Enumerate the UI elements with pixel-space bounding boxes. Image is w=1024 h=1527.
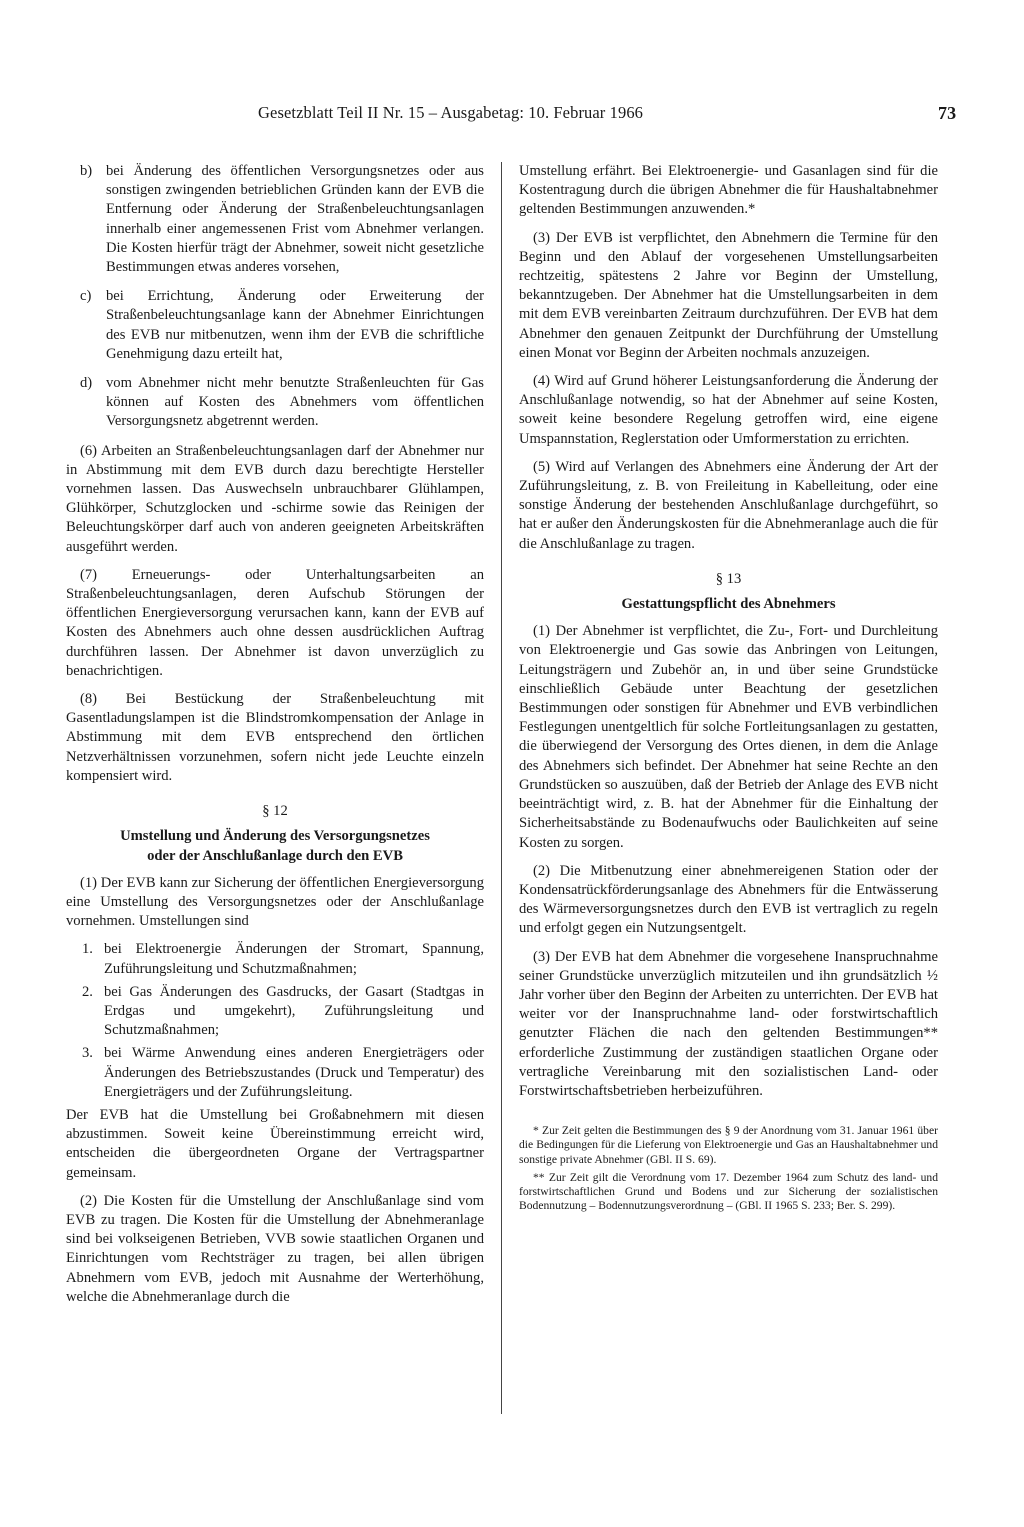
left-column	[66, 162, 484, 1316]
section-13-number: § 13	[715, 570, 742, 587]
column-divider	[501, 162, 502, 1414]
item-number: 1.	[82, 941, 93, 958]
paragraph-6: (6) Arbeiten an Straßenbeleuchtungsanlagen darf der Abnehmer nur in Abstimmung mit dem EVB durch dazu berechtigte Hersteller vornehmen lassen. Das Auswechseln unbrauchbarer Glühlampen, Glühkörper, Schutzglocken und -schirme sowie das Reinigen der Beleuchtungskörper darf auch von anderen geeigneten Arbeitskräften ausgeführt werden.	[66, 442, 484, 555]
list-label: d)	[80, 375, 93, 392]
s12-paragraph-2: (2) Die Kosten für die Umstellung der Anschlußanlage sind vom EVB zu tragen. Die Kosten für die Umstellung der Abnehmeranlage sind bei volkseigenen Betrieben, VVB sowie staatlichen Organen und Einrichtungen vom Rechtsträger zu tragen, bei allen übrigen Abnehmern vom EVB, jedoch mit Ausnahme der Werterhöhung, welche die Abnehmeranlage durch die	[66, 1192, 484, 1305]
s12-paragraph-5: (5) Wird auf Verlangen des Abnehmers eine Änderung der Art der Zuführungsleitung, z. B. von Freileitung in Kabelleitung, oder eine sonstige Änderung der bestehenden Anschlußanlage durchgeführt, so hat er außer den Änderungskosten für die Abnehmeranlage auch die für die Anschlußanlage zu tragen.	[519, 458, 938, 552]
numbered-item-3	[66, 1044, 484, 1102]
s12-paragraph-1: (1) Der EVB kann zur Sicherung der öffentlichen Energieversorgung eine Umstellung des Versorgungsnetzes oder der Anschlußanlage vornehmen. Umstellungen sind	[66, 874, 484, 930]
s12-paragraph-4: (4) Wird auf Grund höherer Leistungsanforderung die Änderung der Anschlußanlage notwendig, so hat der Abnehmer auf seine Kosten, soweit keine besondere Regelung getroffen wird, eine eigene Umspannstation, Reglerstation oder Umformerstation zu errichten.	[519, 373, 938, 447]
page-header	[258, 103, 958, 123]
item-number: 2.	[82, 983, 93, 1000]
running-title: Gesetzblatt Teil II Nr. 15 – Ausgabetag: 10. Februar 1966	[258, 103, 644, 122]
list-label: c)	[80, 288, 92, 305]
s12-paragraph-3: (3) Der EVB ist verpflichtet, den Abnehmern die Termine für den Beginn und den Ablauf der vorgesehenen Umstellungsarbeiten rechtzeitig, spätestens 2 Jahre vor Beginn der Umstellung, bekanntzugeben. Der Abnehmer hat die Umstellungsarbeiten in dem mit dem EVB vereinbarten Zeitraum durchzuführen. Der EVB hat dem Abnehmer den genauen Zeitpunkt der Durchführung der Umstellung einen Monat vor Beginn der Arbeiten nochmals anzuzeigen.	[519, 229, 938, 361]
section-title-line: Umstellung und Änderung des Versorgungsnetzes	[120, 828, 430, 845]
s13-paragraph-1: (1) Der Abnehmer ist verpflichtet, die Zu-, Fort- und Durchleitung von Elektroenergie und Gas sowie das Anbringen von Leitungen, Leitungsträgern und Zubehör an, in und über seine Grundstücke einschließlich Gebäude unter Beachtung der gesetzlichen Bestimmungen oder sonstigen für Abnehmer und EVB verbindlichen Festlegungen unentgeltlich für solche Fortleitungsanlagen zu gestatten, die überwiegend der Versorgung des Ortes dienen, in dem die Anlage des Abnehmers sich befindet. Der Abnehmer hat seine Rechte an den Grundstücken so auszuüben, daß der Betrieb der Anlage des EVB nicht beeinträchtigt wird, z. B. hat der Abnehmer für die Einhaltung der Sicherheitsabstände zu Bodenaufwuchs oder Baulichkeiten auf seine Kosten zu sorgen.	[519, 623, 938, 851]
footnote-separator	[519, 1110, 938, 1124]
paragraph-7: (7) Erneuerungs- oder Unterhaltungsarbeiten an Straßenbeleuchtungsanlagen, deren Aufschub Störungen der öffentlichen Energieversorgung verursachen kann, kann der EVB auf Kosten des Abnehmers auch ohne dessen ausdrücklichen Auftrag durchführen lassen. Der Abnehmer ist davon unverzüglich zu benachrichtigen.	[66, 566, 484, 679]
list-item-c	[66, 287, 484, 364]
numbered-item-2	[66, 983, 484, 1041]
numbered-item-1	[66, 940, 484, 978]
section-12-title	[66, 827, 484, 865]
item-text: bei Elektroenergie Änderungen der Stromart, Spannung, Zuführungsleitung und Schutzmaßnahmen;	[104, 941, 484, 977]
s12-paragraph-1-cont: Der EVB hat die Umstellung bei Großabnehmern mit diesen abzustimmen. Soweit keine Übereinstimmung erreicht wird, entscheiden die übergeordneten Organe der Vertragspartner gemeinsam.	[66, 1106, 484, 1181]
section-title-line: oder der Anschlußanlage durch den EVB	[147, 847, 403, 864]
list-item-b	[66, 162, 484, 277]
section-13-title: Gestattungspflicht des Abnehmers	[621, 596, 836, 613]
footnote-2: ** Zur Zeit gilt die Verordnung vom 17. Dezember 1964 zum Schutz des land- und forstwirtschaftlichen Grund und Bodens und zur Sicherung der sozialistischen Bodennutzung – Bodennutzungsverordnung – (GBl. II 1965 S. 233; Ber. S. 299).	[519, 1170, 938, 1213]
item-text: bei Wärme Anwendung eines anderen Energieträgers oder Änderungen des Betriebszustandes (Druck und Temperatur) des Energieträgers und der Zuführungsleitung.	[104, 1045, 484, 1100]
footnote-1: * Zur Zeit gelten die Bestimmungen des § 9 der Anordnung vom 31. Januar 1961 über die Bedingungen für die Lieferung von Elektroenergie und Gas an Haushaltabnehmer und sonstige private Abnehmer (GBl. II S. 69).	[519, 1124, 938, 1166]
list-item-d	[66, 374, 484, 432]
page-number: 73	[938, 103, 957, 123]
list-text: bei Änderung des öffentlichen Versorgungsnetzes oder aus sonstigen zwingenden betrieblichen Gründen kann der EVB die Entfernung oder Änderung der Straßenbeleuchtungsanlagen innerhalb einer angemessenen Frist vom Abnehmer verlangen. Die Kosten hierfür trägt der Abnehmer, soweit nicht gesetzliche Bestimmungen etwas anderes vorsehen,	[106, 163, 484, 276]
paragraph-8: (8) Bei Bestückung der Straßenbeleuchtung mit Gasentladungslampen ist die Blindstromkompensation der Anlage in Abstimmung mit dem EVB entsprechend den örtlichen Netzverhältnissen vorzunehmen, sofern nicht jede Leuchte einzeln kompensiert wird.	[66, 691, 484, 784]
list-text: vom Abnehmer nicht mehr benutzte Straßenleuchten für Gas können auf Kosten des Abnehmers vom öffentlichen Versorgungsnetz abgetrennt werden.	[106, 375, 484, 430]
list-label: b)	[80, 163, 93, 179]
section-12-number: § 12	[262, 803, 288, 820]
item-text: bei Gas Änderungen des Gasdrucks, der Gasart (Stadtgas in Erdgas und umgekehrt), Zuführungsleitung und Schutzmaßnahmen;	[104, 983, 484, 1039]
s13-paragraph-2: (2) Die Mitbenutzung einer abnehmereigenen Station oder der Kondensatrückförderungsanlage des Abnehmers für die Entwässerung des Wärmeversorgungsnetzes durch den EVB ist vertraglich zu regeln und erfolgt gegen ein Nutzungsentgelt.	[519, 862, 938, 937]
list-text: bei Errichtung, Änderung oder Erweiterung der Straßenbeleuchtungsanlage kann der Abnehmer Einrichtungen des EVB nur mitbenutzen, wenn ihm der EVB die schriftliche Genehmigung dazu erteilt hat,	[106, 288, 484, 362]
continued-paragraph: Umstellung erfährt. Bei Elektroenergie- und Gasanlagen sind für die Kostentragung durch die übrigen Abnehmer die für Haushaltabnehmer geltenden Bestimmungen anzuwenden.*	[519, 163, 938, 218]
s13-paragraph-3: (3) Der EVB hat dem Abnehmer die vorgesehene Inanspruchnahme seiner Grundstücke unverzüglich mitzuteilen und ihn grundsätzlich ½ Jahr vorher über den Beginn der Arbeiten zu unterrichten. Der EVB hat weiter vor der Inanspruchnahme land- oder forstwirtschaftlich genutzter Flächen die nach den geltenden Bestimmungen** erforderliche Zustimmung der zuständigen staatlichen Organe oder vertragliche Vereinbarung mit den sozialistischen Land- oder Forstwirtschaftsbetrieben herbeizuführen.	[519, 948, 938, 1099]
right-column	[519, 162, 938, 1217]
item-number: 3.	[82, 1045, 93, 1062]
